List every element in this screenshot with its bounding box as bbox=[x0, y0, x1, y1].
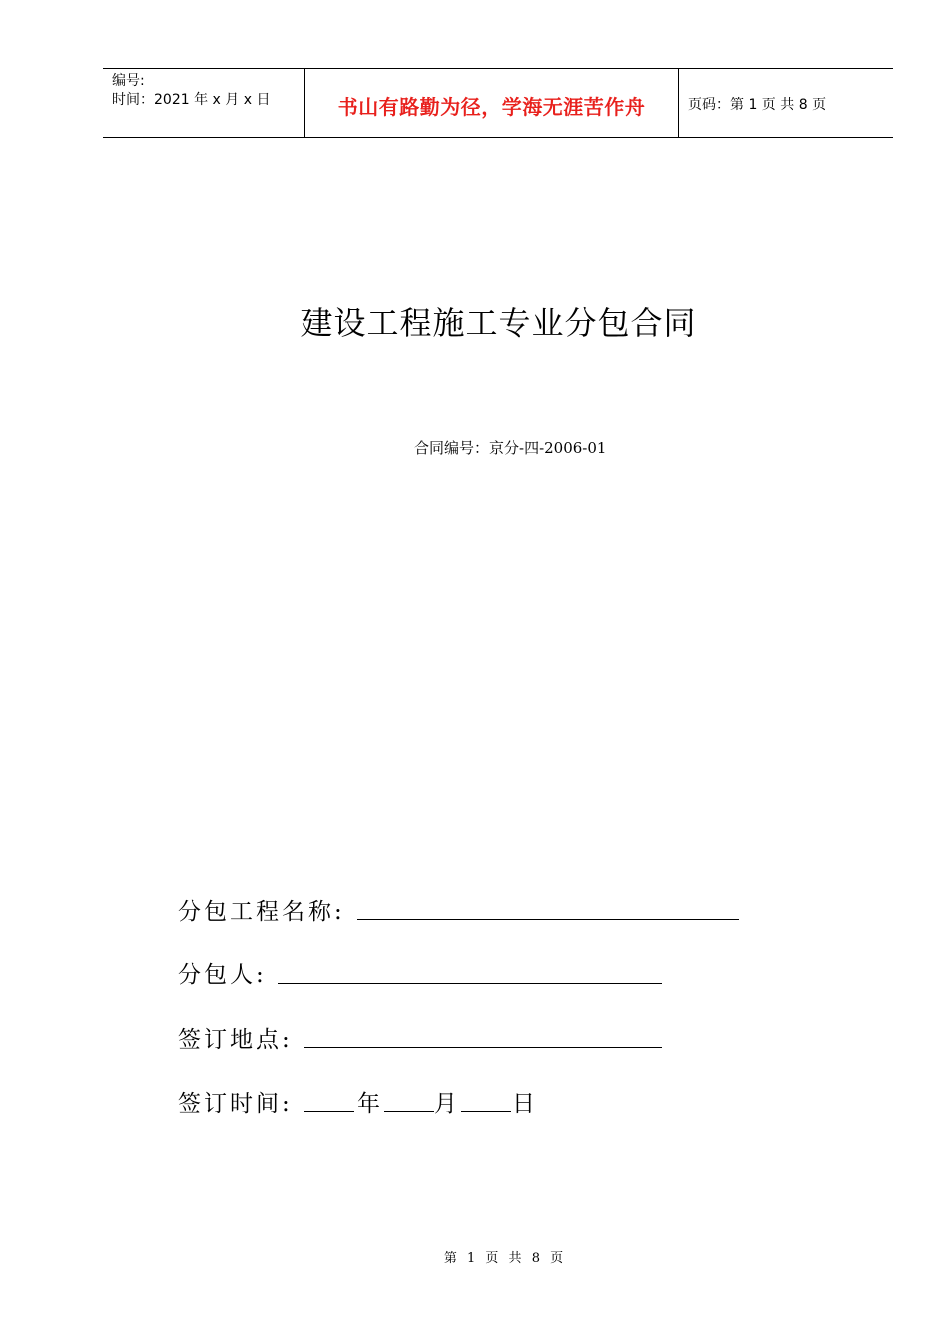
project-name-label: 分包工程名称: bbox=[178, 899, 345, 925]
project-name-blank[interactable] bbox=[357, 919, 739, 920]
month-label: 月 bbox=[434, 1091, 457, 1117]
header-page-cell bbox=[679, 69, 893, 137]
year-label: 年 bbox=[357, 1091, 380, 1117]
header-number-label: 编号: bbox=[112, 73, 145, 89]
sign-month-blank[interactable] bbox=[384, 1111, 434, 1112]
header-motto-cell bbox=[305, 69, 679, 137]
sign-day-blank[interactable] bbox=[461, 1111, 511, 1112]
document-title: 建设工程施工专业分包合同 bbox=[300, 304, 697, 342]
sign-place-blank[interactable] bbox=[304, 1047, 662, 1048]
contract-number: 合同编号：京分-四-2006-01 bbox=[414, 439, 607, 457]
header-motto: 书山有路勤为径，学海无涯苦作舟 bbox=[337, 95, 646, 119]
page-header bbox=[103, 68, 893, 138]
sign-year-blank[interactable] bbox=[304, 1111, 354, 1112]
sign-place-label: 签订地点: bbox=[178, 1027, 293, 1053]
header-meta-cell bbox=[103, 69, 305, 137]
header-time-label: 时间：2021 年 x 月 x 日 bbox=[112, 92, 271, 108]
header-page-label: 页码：第 1 页 共 8 页 bbox=[688, 97, 827, 113]
subcontractor-blank[interactable] bbox=[278, 983, 662, 984]
sign-time-label: 签订时间: bbox=[178, 1091, 293, 1117]
page-footer: 第 1 页 共 8 页 bbox=[443, 1251, 567, 1266]
day-label: 日 bbox=[512, 1091, 535, 1117]
subcontractor-label: 分包人: bbox=[178, 962, 267, 988]
